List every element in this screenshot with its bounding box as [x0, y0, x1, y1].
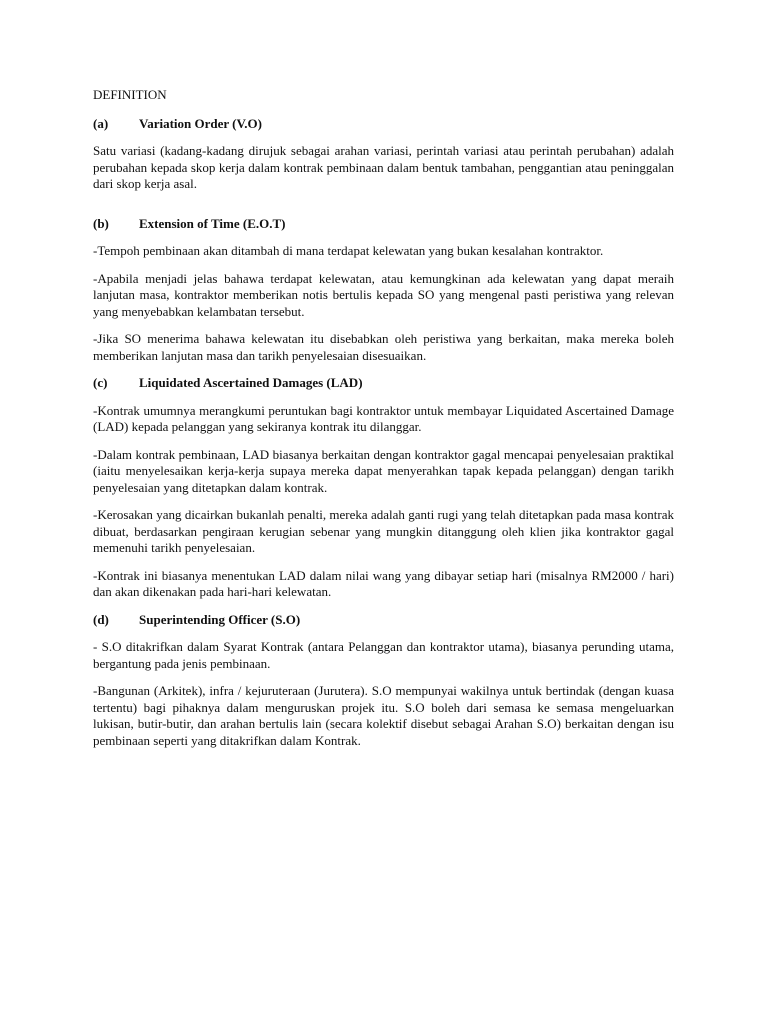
section-d-title: Superintending Officer (S.O) [139, 611, 301, 627]
section-d-paragraph-1: - S.O ditakrifkan dalam Syarat Kontrak (antara Pelanggan dan kontraktor utama), biasanya perunding utama, bergantung pada jenis pembinaan. [93, 639, 674, 671]
section-a-heading [93, 116, 674, 133]
section-d-letter: (d) [93, 611, 109, 627]
section-b-title: Extension of Time (E.O.T) [139, 215, 286, 231]
section-c-paragraph-4: -Kontrak ini biasanya menentukan LAD dalam nilai wang yang dibayar setiap hari (misalnya RM2000 / hari) dan akan dikenakan pada hari-hari kelewatan. [93, 567, 674, 599]
section-b-letter: (b) [93, 215, 109, 231]
section-a-letter: (a) [93, 115, 109, 131]
section-b-paragraph-3: -Jika SO menerima bahawa kelewatan itu disebabkan oleh peristiwa yang berkaitan, maka mereka boleh memberikan lanjutan masa dan tarikh penyelesaian disesuaikan. [93, 331, 674, 363]
section-c-letter: (c) [93, 375, 108, 390]
section-c-paragraph-1: -Kontrak umumnya merangkumi peruntukan bagi kontraktor untuk membayar Liquidated Ascertained Damage (LAD) kepada pelanggan yang sekiranya kontrak itu dilanggar. [93, 402, 674, 434]
section-c-heading [93, 375, 674, 392]
document-page [93, 87, 674, 760]
section-c-title: Liquidated Ascertained Damages (LAD) [139, 375, 363, 390]
section-b-paragraph-2: -Apabila menjadi jelas bahawa terdapat kelewatan, atau kemungkinan ada kelewatan yang dapat meraih lanjutan masa, kontraktor memberikan notis bertulis kepada SO yang mengenal pasti peristiwa yang relevan yang menyebabkan kelambatan tersebut. [93, 270, 674, 319]
section-c-paragraph-3: -Kerosakan yang dicairkan bukanlah penalti, mereka adalah ganti rugi yang telah ditetapkan pada masa kontrak dibuat, berdasarkan pengiraan kerugian sebenar yang mungkin ditanggung oleh klien jika kontraktor gagal memenuhi tarikh penyelesaian. [93, 507, 674, 555]
section-d-heading [93, 612, 674, 629]
section-b-paragraph-1: -Tempoh pembinaan akan ditambah di mana terdapat kelewatan yang bukan kesalahan kontraktor. [93, 243, 604, 258]
section-c-paragraph-2: -Dalam kontrak pembinaan, LAD biasanya berkaitan dengan kontraktor gagal mencapai penyelesaian praktikal (iaitu menyelesaikan kerja-kerja supaya mereka dapat menyerahkan tapak kepada pelanggan) dengan tarikh penyelesaian yang ditetapkan dalam kontrak. [93, 446, 674, 495]
section-a-title: Variation Order (V.O) [139, 115, 262, 131]
section-a-paragraph-1: Satu variasi (kadang-kadang dirujuk sebagai arahan variasi, perintah variasi atau perintah perubahan) adalah perubahan kepada skop kerja dalam kontrak pembinaan dalam bentuk tambahan, penggantian atau peninggalan dari skop kerja asal. [93, 143, 674, 191]
section-b-heading [93, 216, 674, 233]
section-d-paragraph-2: -Bangunan (Arkitek), infra / kejuruteraan (Jurutera). S.O mempunyai wakilnya untuk bertindak (dengan kuasa tertentu) bagi pihaknya dalam menguruskan projek itu. S.O boleh dari semasa ke semasa mengeluarkan lukisan, butir-butir, dan arahan bertulis lain (secara kolektif disebut sebagai Arahan S.O) berkaitan dengan isu pembinaan seperti yang ditakrifkan dalam Kontrak. [93, 683, 674, 748]
document-title: DEFINITION [93, 87, 167, 102]
